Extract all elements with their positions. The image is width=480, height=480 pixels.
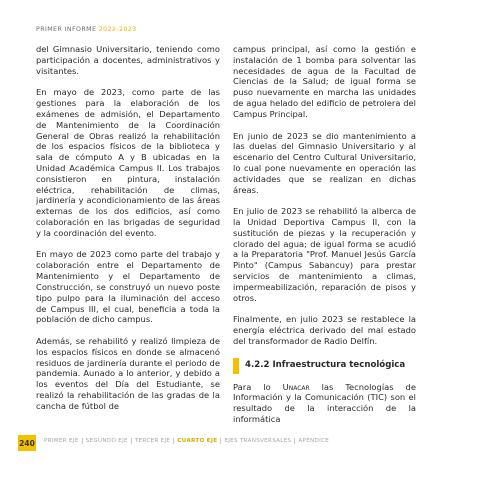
paragraph: En mayo de 2023 como parte del trabajo y colaboración entre el Departamento de Mantenimiento y el Departamento de Construcción, se construyó un nuevo poste tipo pulpo para la iluminación del acceso de Campus III, el cual, beneficia a toda la población de dicho campus. xyxy=(36,249,220,325)
paragraph xyxy=(233,382,416,425)
header-title: PRIMER INFORME xyxy=(36,26,99,33)
institution-name: Unacar xyxy=(282,381,310,392)
footer-navigation xyxy=(44,438,332,444)
footer-nav-item-apendice[interactable]: APÉNDICE xyxy=(298,438,330,444)
right-column xyxy=(233,44,416,425)
heading-accent-bar xyxy=(233,358,239,374)
footer-nav-item-tercer-eje[interactable]: TERCER EJE xyxy=(132,438,174,444)
paragraph: En junio de 2023 se dio mantenimiento a las duelas del Gimnasio Universitario y al escenario del Centro Cultural Universitario, lo cual pone nuevamente en operación las actividades que se realizan en dichas áreas. xyxy=(233,130,416,195)
paragraph: Finalmente, en julio 2023 se restablece la energía eléctrica derivado del mal estado del transformador de Radio Delfín. xyxy=(233,314,416,346)
footer-nav-item-segundo-eje[interactable]: SEGUNDO EJE xyxy=(83,438,132,444)
section-heading-text: 4.2.2 Infraestructura tecnológica xyxy=(245,360,406,371)
running-header xyxy=(36,26,137,33)
header-years: 2022-2023 xyxy=(98,26,137,33)
footer-nav-item-primer-eje[interactable]: PRIMER EJE xyxy=(44,438,83,444)
paragraph: Además, se rehabilitó y realizó limpieza de los espacios físicos en donde se almacenó residuos de jardinería durante el periodo de pandemia. Aunado a lo anterior, y debido a los eventos del Día del Estudiante, se realizó la rehabilitación de las gradas de la cancha de fútbol de xyxy=(36,335,220,411)
section-heading xyxy=(233,358,416,374)
paragraph: En julio de 2023 se rehabilitó la alberca de la Unidad Deportiva Campus II, con la sustitución de piezas y la recuperación y clorado del agua; de igual forma se acudió a la Preparatoria "Prof. Manuel Jesús García Pinto" (Campus Sabancuy) para prestar servicios de mantenimiento a climas, impermeabilización, reparación de pisos y otros. xyxy=(233,206,416,303)
left-column xyxy=(36,44,220,412)
text-run: las Tecnologías de Información y la Comunicación (TIC) son el resultado de la interacción de la informática xyxy=(233,381,416,424)
footer-nav-item-cuarto-eje[interactable]: CUARTO EJE xyxy=(174,438,221,444)
text-run: Para lo xyxy=(233,381,283,392)
paragraph: del Gimnasio Universitario, teniendo como participación a docentes, administrativos y visitantes. xyxy=(36,44,220,76)
footer-nav-item-ejes-transversales[interactable]: EJES TRANSVERSALES xyxy=(221,438,295,444)
paragraph: En mayo de 2023, como parte de las gestiones para la elaboración de los exámenes de admisión, el Departamento de Mantenimiento de la Coordinación General de Obras realizó la rehabilitación de los espacios físicos de la biblioteca y sala de cómputo A y B ubicadas en la Unidad Académica Campus II. Los trabajos consistieron en pintura, instalación eléctrica, rehabilitación de climas, jardinería y acondicionamiento de las áreas externas de los dos edificios, así como colaboración en las brigadas de seguridad y la coordinación del evento. xyxy=(36,87,220,238)
page-number: 240 xyxy=(18,435,36,451)
paragraph: campus principal, así como la gestión e instalación de 1 bomba para solventar las necesidades de agua de la Facultad de Ciencias de la Salud; de igual forma se puso nuevamente en marcha las unidades de agua helado del edificio de petrolera del Campus Principal. xyxy=(233,44,416,119)
